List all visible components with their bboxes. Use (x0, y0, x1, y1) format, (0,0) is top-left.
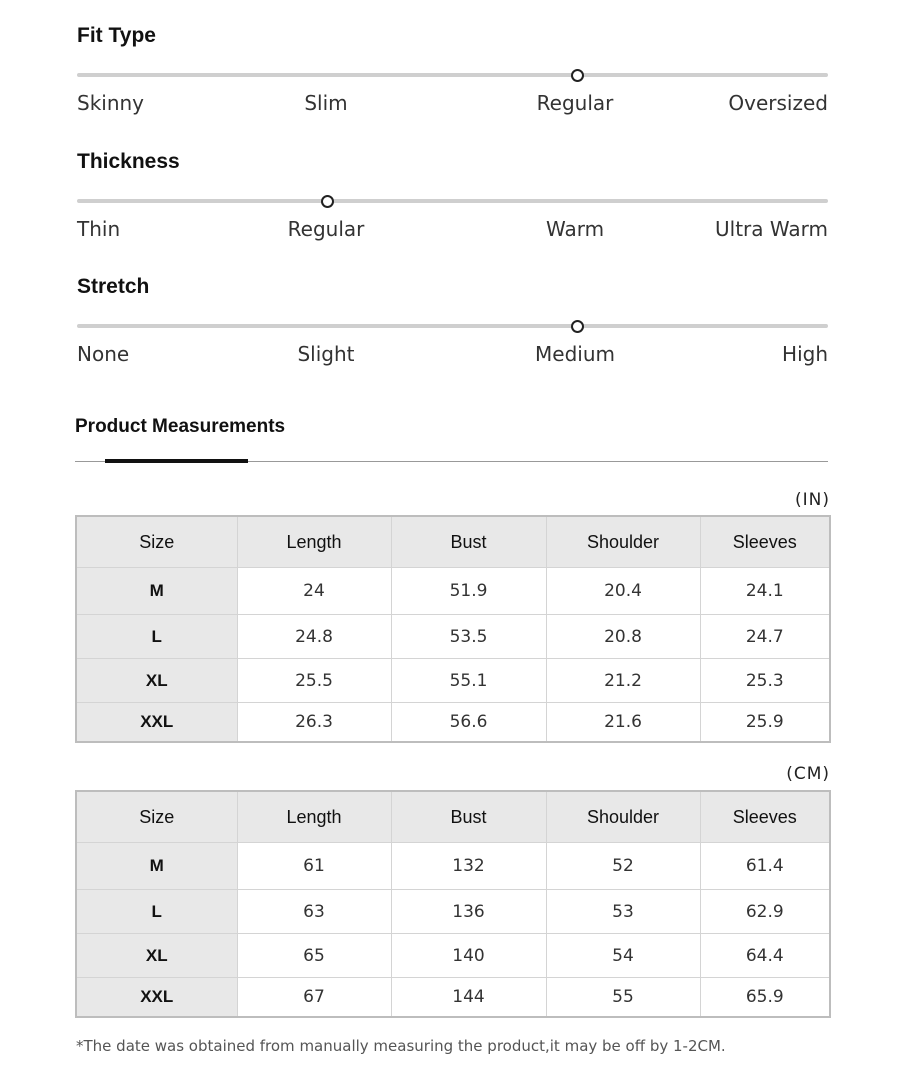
measurements-title: Product Measurements (75, 416, 286, 437)
length-cell: 25.5 (237, 659, 391, 703)
inch-size-table (75, 515, 831, 743)
bust-cell: 140 (391, 934, 546, 978)
length-cell: 63 (237, 890, 391, 934)
header-sleeves: Sleeves (700, 516, 830, 568)
sleeves-cell: 24.1 (700, 568, 830, 615)
thickness-scale (77, 150, 828, 242)
fit-type-option: Oversized (728, 91, 828, 115)
thickness-title: Thickness (77, 150, 180, 173)
stretch-option: High (782, 342, 828, 366)
sleeves-cell: 24.7 (700, 615, 830, 659)
stretch-track (77, 324, 828, 328)
inch-unit-label: (IN) (795, 490, 830, 510)
cm-unit-label: (CM) (786, 764, 830, 784)
size-cell: L (76, 615, 237, 659)
table-row (76, 890, 830, 934)
header-bust: Bust (391, 791, 546, 843)
thickness-track (77, 199, 828, 203)
stretch-scale (77, 275, 828, 367)
shoulder-cell: 53 (546, 890, 700, 934)
header-shoulder: Shoulder (546, 791, 700, 843)
size-cell: L (76, 890, 237, 934)
sleeves-cell: 25.3 (700, 659, 830, 703)
sleeves-cell: 61.4 (700, 843, 830, 890)
bust-cell: 132 (391, 843, 546, 890)
cm-size-table (75, 790, 831, 1018)
sleeves-cell: 25.9 (700, 703, 830, 743)
bust-cell: 56.6 (391, 703, 546, 743)
header-length: Length (237, 516, 391, 568)
size-cell: XL (76, 659, 237, 703)
bust-cell: 55.1 (391, 659, 546, 703)
thickness-option: Warm (545, 217, 605, 241)
fit-type-scale (77, 24, 828, 116)
size-cell: XL (76, 934, 237, 978)
table-row (76, 934, 830, 978)
table-header-row (76, 516, 830, 568)
header-length: Length (237, 791, 391, 843)
stretch-option: Slight (297, 342, 355, 366)
thickness-indicator (321, 195, 334, 208)
size-cell: M (76, 843, 237, 890)
bust-cell: 53.5 (391, 615, 546, 659)
length-cell: 67 (237, 978, 391, 1018)
shoulder-cell: 21.6 (546, 703, 700, 743)
table-header-row (76, 791, 830, 843)
table-row (76, 568, 830, 615)
stretch-indicator (571, 320, 584, 333)
bust-cell: 51.9 (391, 568, 546, 615)
bust-cell: 144 (391, 978, 546, 1018)
fit-type-option: Skinny (77, 91, 145, 115)
size-cell: XXL (76, 978, 237, 1018)
shoulder-cell: 21.2 (546, 659, 700, 703)
thickness-option: Regular (287, 217, 365, 241)
sleeves-cell: 65.9 (700, 978, 830, 1018)
shoulder-cell: 52 (546, 843, 700, 890)
sleeves-cell: 62.9 (700, 890, 830, 934)
header-shoulder: Shoulder (546, 516, 700, 568)
bust-cell: 136 (391, 890, 546, 934)
shoulder-cell: 20.4 (546, 568, 700, 615)
fit-type-title: Fit Type (77, 24, 156, 47)
stretch-option: None (77, 342, 130, 366)
shoulder-cell: 20.8 (546, 615, 700, 659)
table-row (76, 659, 830, 703)
fit-type-indicator (571, 69, 584, 82)
length-cell: 26.3 (237, 703, 391, 743)
table-row (76, 843, 830, 890)
stretch-option: Medium (535, 342, 615, 366)
stretch-title: Stretch (77, 275, 150, 298)
fit-type-option: Regular (536, 91, 614, 115)
size-cell: M (76, 568, 237, 615)
shoulder-cell: 55 (546, 978, 700, 1018)
thickness-option: Thin (77, 217, 121, 241)
shoulder-cell: 54 (546, 934, 700, 978)
header-size: Size (76, 516, 237, 568)
size-cell: XXL (76, 703, 237, 743)
table-row (76, 615, 830, 659)
sleeves-cell: 64.4 (700, 934, 830, 978)
header-size: Size (76, 791, 237, 843)
table-row (76, 703, 830, 743)
fit-type-option: Slim (304, 91, 348, 115)
header-bust: Bust (391, 516, 546, 568)
header-sleeves: Sleeves (700, 791, 830, 843)
measurement-footnote: *The date was obtained from manually measuring the product,it may be off by 1-2CM. (76, 1037, 726, 1055)
length-cell: 24.8 (237, 615, 391, 659)
measurements-tab-indicator (105, 459, 248, 463)
fit-type-track (77, 73, 828, 77)
thickness-option: Ultra Warm (715, 217, 828, 241)
length-cell: 24 (237, 568, 391, 615)
length-cell: 61 (237, 843, 391, 890)
length-cell: 65 (237, 934, 391, 978)
table-row (76, 978, 830, 1018)
